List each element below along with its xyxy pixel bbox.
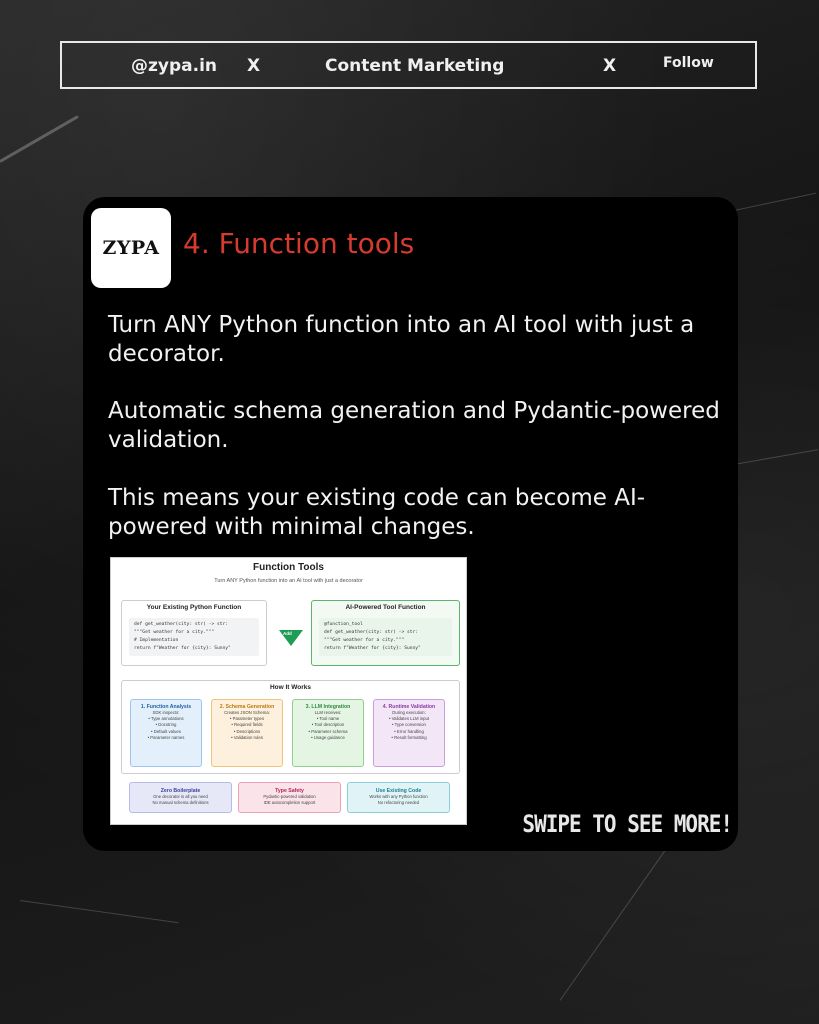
code-snippet: @function_tool def get_weather(city: str) -> str: """Get weather for a city.""" return f"Weather for {city}: Sunny" xyxy=(319,618,452,656)
benefit-title: Type Safety xyxy=(275,788,304,794)
step-line: • Result formatting xyxy=(391,734,427,740)
separator-x: X xyxy=(603,56,617,76)
step-title: 4. Runtime Validation xyxy=(382,704,436,710)
step-line: • Type conversion xyxy=(392,722,426,728)
follow-button[interactable]: Follow xyxy=(663,55,714,71)
background-scratch xyxy=(560,836,676,1000)
step-line: • Usage guidance xyxy=(311,734,345,740)
top-banner xyxy=(60,41,757,89)
zypa-logo xyxy=(91,208,171,288)
paragraph: This means your existing code can become AI-powered with minimal changes. xyxy=(108,485,646,540)
step-line: • Default values xyxy=(151,728,181,734)
step-line: • Parameter schema xyxy=(308,728,348,734)
step-line: SDK inspects: xyxy=(152,710,180,715)
step-line: During execution: xyxy=(392,710,426,715)
benefit-line: Pydantic-powered validation xyxy=(263,794,316,799)
benefit-line: No manual schema definitions xyxy=(152,800,209,805)
step-line: • Parameter types xyxy=(229,716,265,722)
benefit-title: Zero Boilerplate xyxy=(160,788,201,794)
step-line: • Tool name xyxy=(316,716,340,722)
step-line: • Tool description xyxy=(311,722,345,728)
background-scratch xyxy=(0,115,79,163)
box-heading: Your Existing Python Function xyxy=(146,604,242,611)
box-heading: How It Works xyxy=(269,684,312,691)
step-title: 2. Schema Generation xyxy=(219,704,275,710)
step-line: • Validates LLM input xyxy=(388,716,430,722)
benefit-line: Works with any Python function xyxy=(369,794,428,799)
diagram-subtitle: Turn ANY Python function into an AI tool with just a decorator xyxy=(214,578,363,584)
benefit-title: Use Existing Code xyxy=(375,788,422,794)
paragraph: Turn ANY Python function into an AI tool with just a decorator. xyxy=(108,312,695,367)
topic-label: Content Marketing xyxy=(325,56,505,76)
box-heading: AI-Powered Tool Function xyxy=(345,604,426,611)
step-card xyxy=(211,699,283,767)
step-line: • Required fields xyxy=(231,722,263,728)
step-title: 3. LLM Integration xyxy=(305,704,351,710)
step-line: • Parameter names xyxy=(147,734,185,740)
step-line: • Descriptions xyxy=(233,728,261,734)
background-scratch xyxy=(20,900,179,923)
code-snippet: def get_weather(city: str) -> str: """Get weather for a city.""" # Implementation return f"Weather for {city}: Sunny" xyxy=(129,618,259,656)
benefit-card xyxy=(129,782,232,813)
step-line: • Docstring xyxy=(155,722,177,728)
step-title: 1. Function Analysis xyxy=(140,704,192,710)
step-line: • Type annotations xyxy=(148,716,184,722)
benefit-line: IDE autocompletion support xyxy=(263,800,316,805)
step-line: • Validation rules xyxy=(231,734,263,740)
handle-label[interactable]: @zypa.in xyxy=(131,56,218,76)
step-card xyxy=(292,699,364,767)
step-card xyxy=(373,699,445,767)
paragraph: Automatic schema generation and Pydantic-powered validation. xyxy=(108,398,720,453)
function-tools-diagram xyxy=(110,557,467,825)
benefit-card xyxy=(347,782,450,813)
step-card xyxy=(130,699,202,767)
logo-text: ZYPA xyxy=(102,237,160,259)
step-line: Creates JSON Schema: xyxy=(224,710,270,715)
diagram-title: Function Tools xyxy=(253,562,324,573)
section-title: 4. Function tools xyxy=(183,227,415,260)
ai-tool-function-box xyxy=(311,600,460,666)
how-it-works-box xyxy=(121,680,460,774)
separator-x: X xyxy=(247,56,261,76)
existing-function-box xyxy=(121,600,267,666)
benefit-card xyxy=(238,782,341,813)
arrow-label: Add xyxy=(283,631,292,636)
benefit-line: No refactoring needed xyxy=(377,800,420,805)
swipe-prompt: SWIPE TO SEE MORE! xyxy=(522,810,732,838)
step-line: LLM receives: xyxy=(314,710,342,715)
post-card xyxy=(83,197,738,851)
benefit-line: One decorator is all you need xyxy=(153,794,208,799)
step-line: • Error handling xyxy=(394,728,424,734)
